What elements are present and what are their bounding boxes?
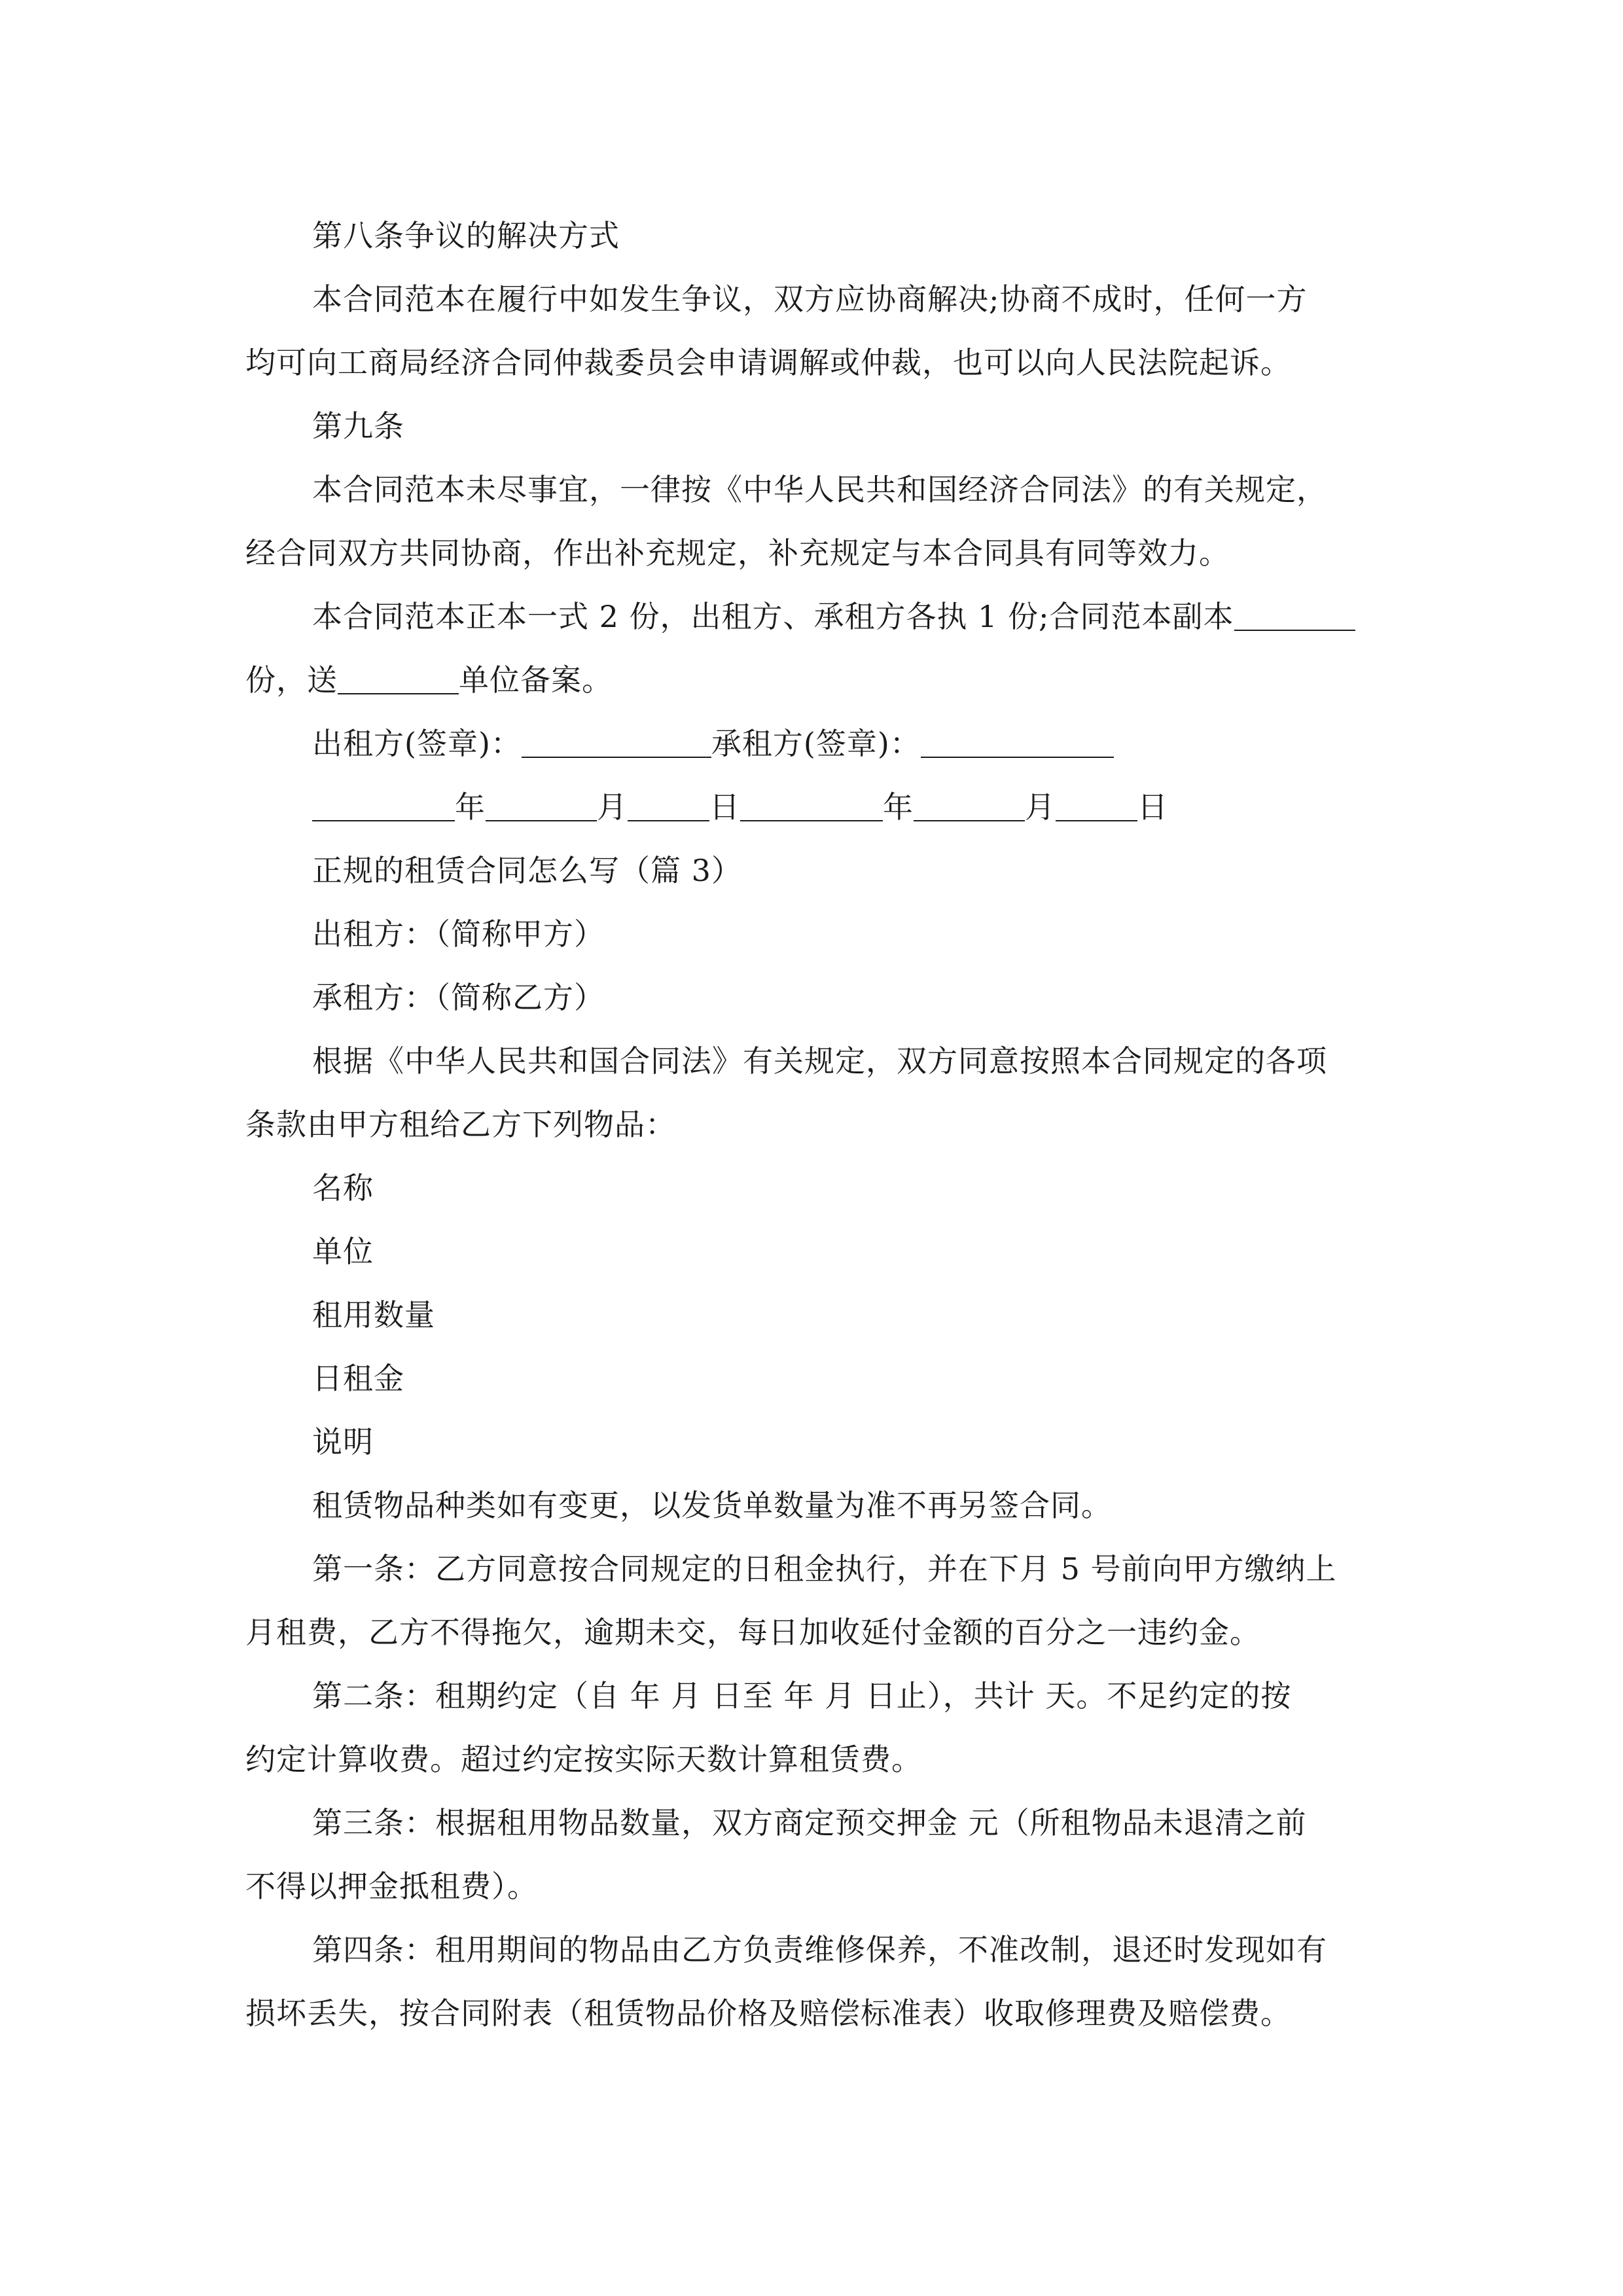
article9-paragraph-line2: 经合同双方共同协商，作出补充规定，补充规定与本合同具有同等效力。 (245, 535, 1230, 571)
lessee-month-blank (914, 787, 1025, 821)
day-label: 日 (709, 789, 740, 825)
lessee-signature-blank (921, 724, 1114, 758)
article2-line1: 第二条：租期约定（自 年 月 日至 年 月 日止），共计 天。不足约定的按 (312, 1678, 1292, 1713)
year-label: 年 (455, 789, 486, 825)
signature-line (245, 712, 1381, 776)
copies-text: 本合同范本正本一式 2 份，出租方、承租方各执 1 份;合同范本副本 (312, 599, 1234, 634)
field-name: 名称 (312, 1170, 374, 1206)
copies-filing-text: 单位备案。 (459, 662, 613, 698)
article4-line2: 损坏丢失，按合同附表（租赁物品价格及赔偿标准表）收取修理费及赔偿费。 (245, 1996, 1291, 2031)
field-daily-rent: 日租金 (312, 1361, 404, 1396)
lessor-year-blank (312, 787, 455, 821)
article3-line2: 不得以押金抵租费）。 (245, 1869, 538, 1904)
date-line (245, 776, 1381, 839)
field-unit: 单位 (312, 1234, 374, 1269)
lessee-signature-label: 承租方(签章)： (711, 726, 921, 761)
article1-line2: 月租费，乙方不得拖欠，逾期未交，每日加收延付金额的百分之一违约金。 (245, 1615, 1260, 1650)
article2-line2: 约定计算收费。超过约定按实际天数计算租赁费。 (245, 1742, 922, 1777)
lessor-signature-label: 出租方(签章)： (312, 726, 522, 761)
document-body (245, 204, 1381, 2045)
field-quantity: 租用数量 (312, 1297, 435, 1333)
article9-title: 第九条 (312, 408, 404, 444)
change-note: 租赁物品种类如有变更，以发货单数量为准不再另签合同。 (312, 1488, 1112, 1523)
lessee-day-blank (1056, 787, 1137, 821)
filing-unit-blank (338, 660, 459, 694)
party-a-line: 出租方：（简称甲方） (312, 916, 605, 952)
month-label: 月 (1025, 789, 1056, 825)
basis-line2: 条款由甲方租给乙方下列物品： (245, 1107, 676, 1142)
party-b-line: 承租方：（简称乙方） (312, 980, 605, 1015)
lessor-signature-blank (522, 724, 711, 758)
article8-title: 第八条争议的解决方式 (312, 218, 620, 253)
field-note: 说明 (312, 1424, 374, 1460)
lessor-day-blank (628, 787, 709, 821)
article3-line1: 第三条：根据租用物品数量，双方商定预交押金 元（所租物品未退清之前 (312, 1805, 1307, 1840)
article9-paragraph-line1: 本合同范本未尽事宜，一律按《中华人民共和国经济合同法》的有关规定， (312, 472, 1327, 507)
copies-line2 (245, 649, 1381, 712)
year-label: 年 (883, 789, 914, 825)
copies-count-blank (1234, 597, 1355, 631)
article4-line1: 第四条：租用期间的物品由乙方负责维修保养，不准改制，退还时发现如有 (312, 1932, 1327, 1967)
article8-paragraph-line2: 均可向工商局经济合同仲裁委员会申请调解或仲裁，也可以向人民法院起诉。 (245, 345, 1291, 380)
article1-line1: 第一条：乙方同意按合同规定的日租金执行，并在下月 5 号前向甲方缴纳上 (312, 1551, 1337, 1587)
copies-line1 (245, 585, 1381, 649)
day-label: 日 (1137, 789, 1168, 825)
lessee-year-blank (740, 787, 883, 821)
copies-send-text: 份，送 (245, 662, 338, 698)
lessor-month-blank (486, 787, 597, 821)
article8-paragraph-line1: 本合同范本在履行中如发生争议，双方应协商解决;协商不成时，任何一方 (312, 281, 1308, 317)
section3-title: 正规的租赁合同怎么写（篇 3） (312, 853, 742, 888)
month-label: 月 (597, 789, 628, 825)
basis-line1: 根据《中华人民共和国合同法》有关规定，双方同意按照本合同规定的各项 (312, 1043, 1327, 1079)
